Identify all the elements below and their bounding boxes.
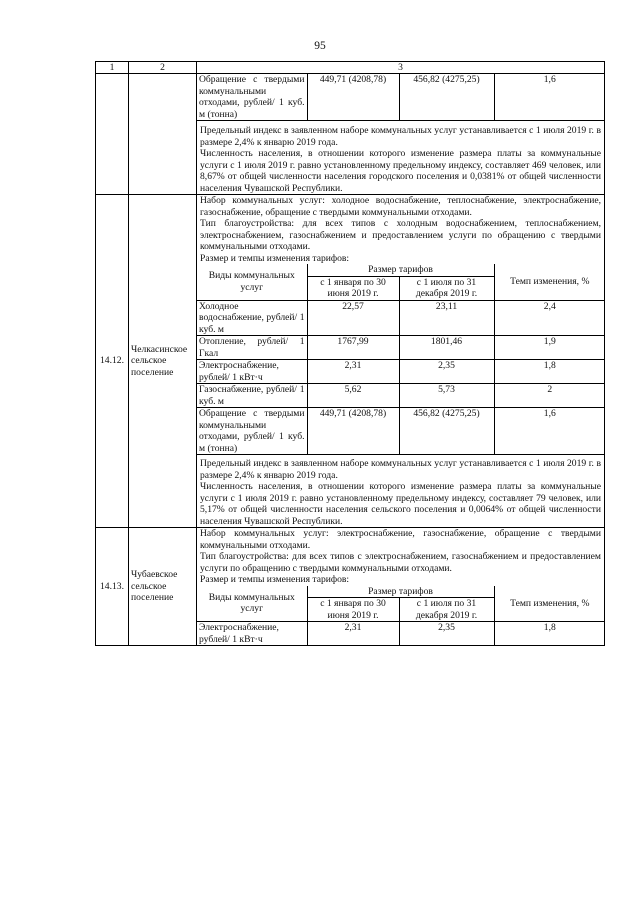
header-tariff-size: Размер тарифов xyxy=(307,586,494,598)
tariff-subtable xyxy=(197,264,605,455)
settlement-name: Чубаевское сельское поселение xyxy=(129,528,197,646)
tariff-rate: 1,6 xyxy=(494,408,605,455)
tariff-jan: 22,57 xyxy=(307,300,399,336)
services-set-text: Набор коммунальных услуг: электроснабжение, газоснабжение, обращение с твердыми коммунальными отходами. xyxy=(200,528,601,551)
header-service-kind: Виды коммунальных услуг xyxy=(197,264,307,300)
tariff-rate: 1,8 xyxy=(494,360,605,384)
tariff-jul: 456,82 (4275,25) xyxy=(399,74,494,121)
settlement-row-14-12 xyxy=(96,195,605,528)
tariff-table xyxy=(95,61,605,646)
header-tariff-size: Размер тарифов xyxy=(307,264,494,276)
table-row xyxy=(197,336,605,360)
tariff-rate: 1,9 xyxy=(494,336,605,360)
tariff-jan: 2,31 xyxy=(307,360,399,384)
tariff-jul: 5,73 xyxy=(399,384,494,408)
settlement-number: 14.12. xyxy=(96,195,129,528)
header-period-jan: с 1 января по 30 июня 2019 г. xyxy=(307,598,399,622)
tariff-rate: 1,8 xyxy=(494,622,605,646)
settlement-row-14-13 xyxy=(96,528,605,646)
improvement-type-text: Тип благоустройства: для всех типов с электроснабжением, газоснабжением и предоставлением услуги по обращению с твердыми коммунальными отходами. xyxy=(200,551,601,574)
service-name: Отопление, рублей/ 1 Гкал xyxy=(197,336,307,360)
page-number: 95 xyxy=(314,40,326,52)
tariff-rate: 2 xyxy=(494,384,605,408)
service-name: Электроснабжение, рублей/ 1 кВт·ч xyxy=(197,360,307,384)
population-text: Численность населения, в отношении которого изменение размера платы за коммунальные услуги с 1 июля 2019 г. равно установленному предельному индексу, составляет 469 человек, или 8,67% от общей численности населения городского поселения и 0,0381% от общей численности населения Чувашской Республики. xyxy=(200,148,601,194)
tariff-rate: 2,4 xyxy=(494,300,605,336)
header-change-rate: Темп изменения, % xyxy=(494,586,605,622)
tariff-jan: 2,31 xyxy=(307,622,399,646)
limit-index-text: Предельный индекс в заявленном наборе коммунальных услуг устанавливается с 1 июля 2019 г. в размере 2,4% к январю 2019 года. xyxy=(200,125,601,148)
table-row xyxy=(197,622,605,646)
population-text: Численность населения, в отношении которого изменение размера платы за коммунальные услуги с 1 июля 2019 г. равно установленному предельному индексу, составляет 79 человек, или 5,17% от общей численности населения сельского поселения и 0,0064% от общей численности населения Чувашской Республики. xyxy=(200,481,601,527)
header-period-jul: с 1 июля по 31 декабря 2019 г. xyxy=(399,276,494,300)
tariff-jan: 1767,99 xyxy=(307,336,399,360)
tariff-jan: 5,62 xyxy=(307,384,399,408)
header-period-jan: с 1 января по 30 июня 2019 г. xyxy=(307,276,399,300)
tariff-jul: 23,11 xyxy=(399,300,494,336)
limit-index-text: Предельный индекс в заявленном наборе коммунальных услуг устанавливается с 1 июля 2019 г. в размере 2,4% к январю 2019 года. xyxy=(200,458,601,481)
service-name: Холодное водоснабжение, рублей/ 1 куб. м xyxy=(197,300,307,336)
tariff-rate: 1,6 xyxy=(494,74,605,121)
tariff-jan: 449,71 (4208,78) xyxy=(307,408,399,455)
column-number-3: 3 xyxy=(197,62,605,74)
tariff-jul: 2,35 xyxy=(399,622,494,646)
settlement-name: Челкасинское сельское поселение xyxy=(129,195,197,528)
column-number-row xyxy=(96,62,605,74)
service-name: Газоснабжение, рублей/ 1 куб. м xyxy=(197,384,307,408)
service-name: Обращение с твердыми коммунальными отходами, рублей/ 1 куб. м (тонна) xyxy=(197,408,307,455)
table-row xyxy=(197,360,605,384)
tariff-subtable xyxy=(197,586,605,646)
tariff-jul: 1801,46 xyxy=(399,336,494,360)
settlement-number: 14.13. xyxy=(96,528,129,646)
column-number-2: 2 xyxy=(129,62,197,74)
continued-settlement-row xyxy=(96,74,605,195)
continued-tariff-table xyxy=(197,74,605,121)
tariff-jan: 449,71 (4208,78) xyxy=(307,74,399,121)
tariff-size-label: Размер и темпы изменения тарифов: xyxy=(200,252,350,264)
table-row xyxy=(197,384,605,408)
services-set-text: Набор коммунальных услуг: холодное водоснабжение, теплоснабжение, электроснабжение, газоснабжение, обращение с твердыми коммунальными отходами. xyxy=(200,195,601,218)
header-period-jul: с 1 июля по 31 декабря 2019 г. xyxy=(399,598,494,622)
column-number-1: 1 xyxy=(96,62,129,74)
service-name: Электроснабжение, рублей/ 1 кВт·ч xyxy=(197,622,307,646)
table-row xyxy=(197,408,605,455)
tariff-size-label: Размер и темпы изменения тарифов: xyxy=(200,574,350,585)
tariff-jul: 456,82 (4275,25) xyxy=(399,408,494,455)
table-row xyxy=(197,74,605,121)
service-name: Обращение с твердыми коммунальными отходами, рублей/ 1 куб. м (тонна) xyxy=(197,74,307,121)
improvement-type-text: Тип благоустройства: для всех типов с холодным водоснабжением, теплоснабжением, электроснабжением, газоснабжением и предоставлением услуги по обращению с твердыми коммунальными отходами. xyxy=(200,218,601,252)
tariff-jul: 2,35 xyxy=(399,360,494,384)
header-service-kind: Виды коммунальных услуг xyxy=(197,586,307,622)
header-change-rate: Темп изменения, % xyxy=(494,264,605,300)
table-row xyxy=(197,300,605,336)
